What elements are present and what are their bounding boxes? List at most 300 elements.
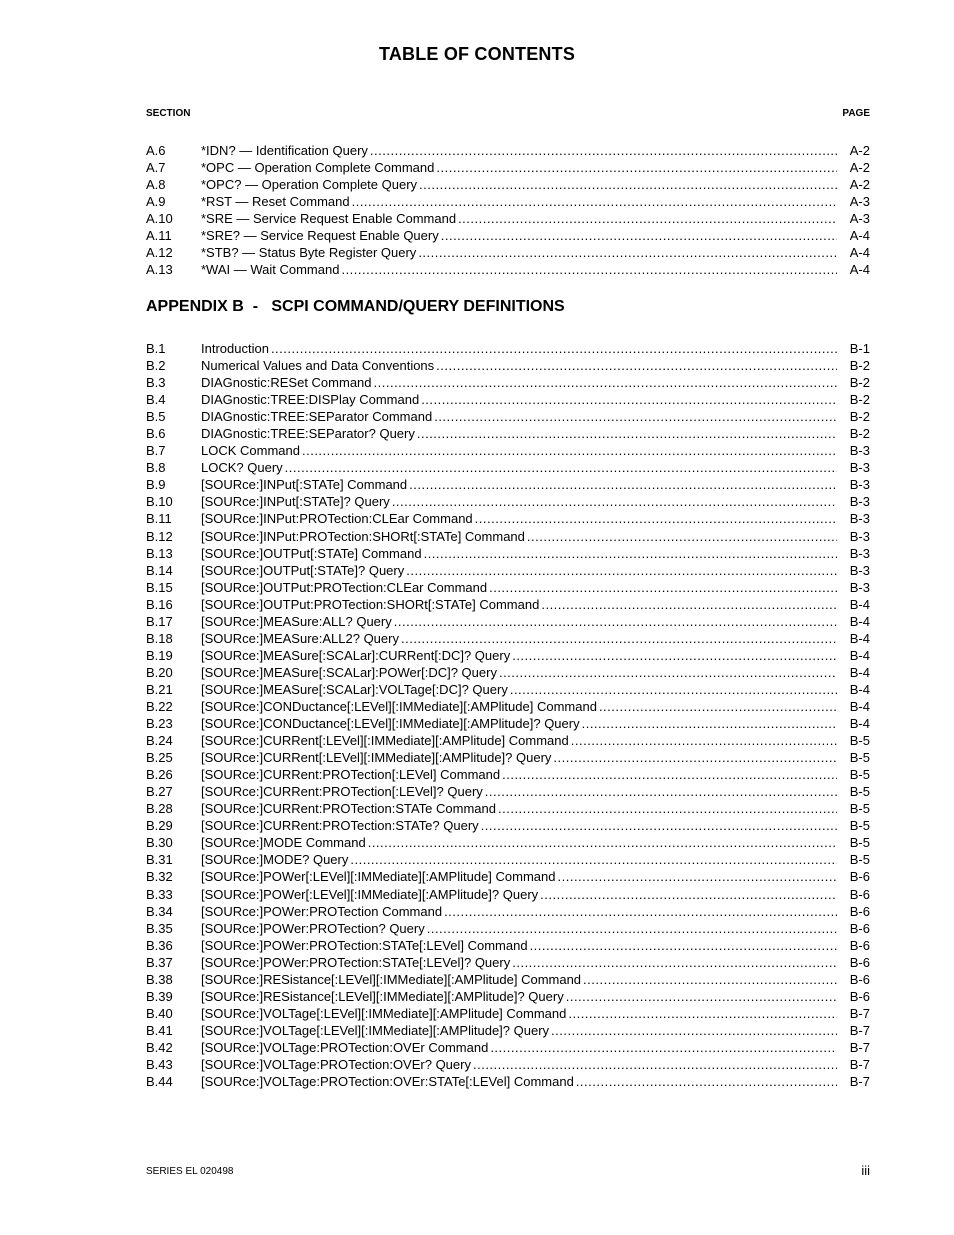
toc-entry-title-with-leader [201,579,837,596]
toc-entry-number: B.23 [146,716,173,732]
toc-entry[interactable] [146,1022,870,1039]
toc-entry-page: B-7 [849,1039,870,1055]
toc-entry-page: B-4 [849,716,870,732]
toc-entry-title-with-leader [201,193,837,210]
toc-entry-title-with-leader [201,176,837,193]
toc-entry[interactable] [146,493,870,510]
dot-leader [568,1005,837,1022]
toc-entry-title-with-leader [201,630,837,647]
toc-entry[interactable] [146,851,870,868]
toc-entry-title: [SOURce:]VOLTage[:LEVel][:IMMediate][:AMPlitude]? Query [201,1022,550,1038]
toc-entry-page: B-6 [849,954,870,970]
toc-entry[interactable] [146,886,870,903]
toc-entry-title-with-leader [201,647,837,664]
toc-entry-number: B.42 [146,1039,173,1055]
toc-entry-page: A-4 [849,228,870,244]
dot-leader [553,749,837,766]
dot-leader [490,1039,837,1056]
toc-entry-title-with-leader [201,357,837,374]
dot-leader [498,800,837,817]
toc-entry[interactable] [146,193,870,210]
toc-entry-title: LOCK Command [201,443,300,459]
toc-entry-number: B.41 [146,1022,173,1038]
toc-entry-title: [SOURce:]OUTPut[:STATe] Command [201,545,422,561]
toc-entry-title: [SOURce:]VOLTage[:LEVel][:IMMediate][:AMPlitude] Command [201,1005,567,1021]
toc-entry-number: B.36 [146,937,173,953]
dot-leader [582,715,837,732]
dot-leader [427,920,837,937]
toc-entry-number: A.7 [146,160,166,176]
toc-entry[interactable] [146,442,870,459]
toc-entry-title: [SOURce:]INPut[:STATe] Command [201,477,408,493]
toc-entry-page: B-5 [849,852,870,868]
toc-entry-number: B.40 [146,1005,173,1021]
toc-entry-title: DIAGnostic:TREE:SEParator? Query [201,426,415,442]
toc-entry-number: B.43 [146,1056,173,1072]
toc-entry-title: *OPC? — Operation Complete Query [201,177,418,193]
toc-entry-number: B.2 [146,358,166,374]
toc-entry[interactable] [146,596,870,613]
toc-entry-title-with-leader [201,937,837,954]
toc-entry[interactable] [146,647,870,664]
toc-entry-page: B-5 [849,835,870,851]
toc-entry-title: [SOURce:]RESistance[:LEVel][:IMMediate][:AMPlitude] Command [201,971,582,987]
toc-entry-title: [SOURce:]POWer:PROTection? Query [201,920,425,936]
toc-entry[interactable] [146,340,870,357]
toc-entry[interactable] [146,562,870,579]
toc-entry-number: B.4 [146,392,166,408]
dot-leader [551,1022,837,1039]
toc-entry-page: B-2 [849,358,870,374]
toc-entry-number: B.10 [146,494,173,510]
toc-entry-title-with-leader [201,510,837,527]
toc-entry-title-with-leader [201,817,837,834]
toc-entry-title: [SOURce:]MODE? Query [201,852,349,868]
toc-entry-title: [SOURce:]POWer:PROTection Command [201,903,443,919]
toc-entry-page: B-6 [849,971,870,987]
toc-entry[interactable] [146,766,870,783]
toc-entry-number: A.11 [146,228,172,244]
dot-leader [417,425,837,442]
toc-entry-number: B.26 [146,767,173,783]
toc-entry[interactable] [146,391,870,408]
toc-entry-title: DIAGnostic:TREE:SEParator Command [201,409,433,425]
toc-entry-title-with-leader [201,442,837,459]
dot-leader [512,647,837,664]
toc-entry-title-with-leader [201,766,837,783]
toc-entry-number: B.1 [146,341,166,356]
toc-entry-title: [SOURce:]MODE Command [201,835,366,851]
dot-leader [368,834,837,851]
toc-entry-number: B.24 [146,733,173,749]
toc-entry-title-with-leader [201,261,837,278]
toc-entry-number: B.17 [146,613,173,629]
dot-leader [571,732,837,749]
toc-entry-page: A-2 [849,160,870,176]
toc-entry-title: *OPC — Operation Complete Command [201,160,435,176]
toc-entry-title: DIAGnostic:TREE:DISPlay Command [201,392,420,408]
toc-entry-title: *SRE? — Service Request Enable Query [201,228,439,244]
dot-leader [374,374,837,391]
toc-entry[interactable] [146,459,870,476]
section-column-header: SECTION [146,108,191,119]
toc-entry-page: B-3 [849,545,870,561]
toc-entry-title: [SOURce:]INPut:PROTection:SHORt[:STATe] Command [201,528,525,544]
toc-entry-page: B-4 [849,647,870,663]
toc-entry-title-with-leader [201,1022,837,1039]
toc-entry[interactable] [146,971,870,988]
toc-entry-title-with-leader [201,971,837,988]
toc-entry-title-with-leader [201,493,837,510]
toc-entry[interactable] [146,937,870,954]
toc-entry-page: B-5 [849,784,870,800]
toc-entry[interactable] [146,988,870,1005]
dot-leader [350,851,837,868]
toc-entry-number: A.13 [146,262,173,278]
toc-entry[interactable] [146,159,870,176]
dot-leader [271,340,837,357]
toc-entry-title: [SOURce:]INPut:PROTection:CLEar Command [201,511,473,527]
toc-entry-number: B.19 [146,647,173,663]
toc-entry-page: B-5 [849,801,870,817]
toc-entry-title-with-leader [201,159,837,176]
toc-entry-title-with-leader [201,562,837,579]
toc-entry-title-with-leader [201,954,837,971]
toc-entry-title: [SOURce:]POWer:PROTection:STATe[:LEVel]? Query [201,954,511,970]
dot-leader [527,528,837,545]
toc-entry-title: [SOURce:]CONDuctance[:LEVel][:IMMediate][:AMPlitude] Command [201,698,597,714]
toc-entry-page: B-4 [849,681,870,697]
toc-entry-number: B.3 [146,375,166,391]
toc-entry-title-with-leader [201,1039,837,1056]
toc-entry-number: A.8 [146,177,166,193]
toc-entry-number: B.37 [146,954,173,970]
toc-entry-title: [SOURce:]POWer:PROTection:STATe[:LEVel] Command [201,937,528,953]
toc-entry-title: [SOURce:]CONDuctance[:LEVel][:IMMediate][:AMPlitude]? Query [201,716,580,732]
toc-entry-title-with-leader [201,1073,837,1090]
toc-entry-title-with-leader [201,545,837,562]
toc-entry-title: *SRE — Service Request Enable Command [201,211,457,227]
dot-leader [485,783,837,800]
toc-entry-title-with-leader [201,800,837,817]
toc-entry-title: [SOURce:]INPut[:STATe]? Query [201,494,390,510]
toc-entry-page: B-3 [849,562,870,578]
toc-entry-page: B-1 [849,341,870,356]
toc-entry-title-with-leader [201,988,837,1005]
toc-entry-title: [SOURce:]OUTPut:PROTection:CLEar Command [201,579,488,595]
toc-entry[interactable] [146,476,870,493]
dot-leader [418,244,837,261]
toc-entry-number: B.8 [146,460,166,476]
toc-entry-number: B.27 [146,784,173,800]
toc-entry[interactable] [146,698,870,715]
toc-entry-number: B.39 [146,988,173,1004]
page-title: TABLE OF CONTENTS [378,44,576,64]
toc-entry-title-with-leader [201,868,837,885]
toc-entry-title-with-leader [201,732,837,749]
dot-leader [421,391,837,408]
toc-entry-number: B.22 [146,698,173,714]
toc-entry-title-with-leader [201,920,837,937]
toc-entry-page: B-4 [849,613,870,629]
dot-leader [458,210,837,227]
toc-entry[interactable] [146,1073,870,1090]
dot-leader [566,988,837,1005]
toc-entry[interactable] [146,613,870,630]
toc-entry[interactable] [146,374,870,391]
toc-entry-title-with-leader [201,244,837,261]
toc-entry-title-with-leader [201,408,837,425]
toc-entry[interactable] [146,732,870,749]
toc-entry[interactable] [146,425,870,442]
toc-entry-title-with-leader [201,698,837,715]
toc-entry-page: A-4 [849,245,870,261]
toc-entry-title: [SOURce:]POWer[:LEVel][:IMMediate][:AMPlitude]? Query [201,886,539,902]
toc-entry-number: A.6 [146,143,166,158]
dot-leader [401,630,837,647]
appendix-a-entry-list [146,142,870,278]
toc-entry-page: B-6 [849,886,870,902]
toc-entry-page: B-2 [849,409,870,425]
toc-entry-page: B-5 [849,750,870,766]
toc-entry-title-with-leader [201,528,837,545]
dot-leader [599,698,837,715]
dot-leader [352,193,837,210]
toc-entry-page: B-6 [849,869,870,885]
toc-entry[interactable] [146,920,870,937]
footer-page-number: iii [861,1163,870,1178]
toc-entry-page: B-7 [849,1005,870,1021]
toc-entry-title: *STB? — Status Byte Register Query [201,245,417,261]
toc-entry-number: B.30 [146,835,173,851]
toc-entry-title: [SOURce:]MEASure:ALL2? Query [201,630,399,646]
toc-entry-number: A.12 [146,245,173,261]
dot-leader [510,681,837,698]
toc-entry-title: Numerical Values and Data Conventions [201,358,435,374]
dot-leader [475,510,837,527]
toc-entry[interactable] [146,261,870,278]
toc-entry-page: B-7 [849,1074,870,1090]
toc-entry[interactable] [146,1056,870,1073]
toc-entry-title: *WAI — Wait Command [201,262,340,278]
toc-entry-title: [SOURce:]VOLTage:PROTection:OVEr? Query [201,1056,471,1072]
toc-entry[interactable] [146,528,870,545]
toc-entry-page: B-6 [849,903,870,919]
dot-leader [424,545,837,562]
toc-entry[interactable] [146,903,870,920]
toc-entry[interactable] [146,664,870,681]
toc-entry-title-with-leader [201,425,837,442]
dot-leader [419,176,837,193]
toc-entry-title: [SOURce:]CURRent:PROTection[:LEVel] Command [201,767,501,783]
dot-leader [540,886,837,903]
toc-entry-page: A-2 [849,143,870,158]
toc-entry[interactable] [146,142,870,159]
toc-entry-title: DIAGnostic:RESet Command [201,375,372,391]
toc-entry-title: [SOURce:]MEASure[:SCALar]:VOLTage[:DC]? Query [201,681,508,697]
toc-entry-number: B.44 [146,1074,173,1090]
toc-entry-title: [SOURce:]CURRent:PROTection[:LEVel]? Query [201,784,483,800]
toc-entry[interactable] [146,834,870,851]
dot-leader [392,493,837,510]
toc-entry[interactable] [146,579,870,596]
toc-entry-number: B.6 [146,426,166,442]
dot-leader [285,459,837,476]
toc-entry-number: B.5 [146,409,166,425]
toc-entry-number: B.32 [146,869,173,885]
toc-entry-number: B.29 [146,818,173,834]
dot-leader [441,227,837,244]
toc-entry-title-with-leader [201,374,837,391]
toc-entry-title: *IDN? — Identification Query [201,143,368,158]
dot-leader [341,261,837,278]
toc-entry-title-with-leader [201,391,837,408]
dot-leader [302,442,837,459]
toc-entry-page: B-5 [849,767,870,783]
dot-leader [541,596,837,613]
toc-entry[interactable] [146,1005,870,1022]
toc-entry-title-with-leader [201,340,837,357]
toc-entry-number: B.15 [146,579,173,595]
toc-entry[interactable] [146,749,870,766]
dot-leader [512,954,837,971]
toc-entry-title: [SOURce:]MEASure:ALL? Query [201,613,392,629]
toc-entry-page: A-4 [849,262,870,278]
toc-entry-title: [SOURce:]POWer[:LEVel][:IMMediate][:AMPlitude] Command [201,869,556,885]
toc-entry-page: B-7 [849,1022,870,1038]
page-column-header: PAGE [842,108,870,119]
toc-entry-page: B-2 [849,392,870,408]
toc-entry-title-with-leader [201,1056,837,1073]
toc-entry-page: B-3 [849,443,870,459]
toc-entry-title-with-leader [201,886,837,903]
dot-leader [436,357,837,374]
toc-entry-title: [SOURce:]MEASure[:SCALar]:POWer[:DC]? Query [201,664,497,680]
toc-entry-page: B-4 [849,596,870,612]
toc-entry[interactable] [146,1039,870,1056]
toc-entry[interactable] [146,210,870,227]
toc-entry-page: B-4 [849,698,870,714]
toc-entry-title-with-leader [201,1005,837,1022]
toc-entry[interactable] [146,868,870,885]
toc-entry[interactable] [146,357,870,374]
toc-entry-title: LOCK? Query [201,460,283,476]
toc-entry-page: B-3 [849,511,870,527]
toc-entry-page: B-3 [849,477,870,493]
toc-entry[interactable] [146,244,870,261]
footer-series-label: SERIES EL 020498 [146,1166,234,1177]
toc-entry-title: [SOURce:]VOLTage:PROTection:OVEr Command [201,1039,489,1055]
dot-leader [481,817,837,834]
toc-entry-title: [SOURce:]CURRent:PROTection:STATe Command [201,801,496,817]
toc-entry-page: A-3 [849,194,870,210]
dot-leader [370,142,837,159]
dot-leader [444,903,837,920]
toc-entry-page: B-6 [849,988,870,1004]
toc-entry-number: B.20 [146,664,173,680]
toc-entry-title-with-leader [201,613,837,630]
toc-entry-page: B-5 [849,818,870,834]
toc-entry-title: [SOURce:]CURRent[:LEVel][:IMMediate][:AMPlitude]? Query [201,750,552,766]
dot-leader [434,408,837,425]
toc-entry-number: B.12 [146,528,173,544]
toc-entry-title: *RST — Reset Command [201,194,350,210]
toc-entry-title: [SOURce:]OUTPut:PROTection:SHORt[:STATe] Command [201,596,540,612]
toc-entry-page: A-3 [849,211,870,227]
toc-entry[interactable] [146,783,870,800]
toc-entry-title-with-leader [201,851,837,868]
dot-leader [576,1073,837,1090]
dot-leader [409,476,837,493]
dot-leader [583,971,837,988]
toc-entry-number: B.14 [146,562,173,578]
toc-entry-title: [SOURce:]CURRent:PROTection:STATe? Query [201,818,479,834]
toc-entry[interactable] [146,227,870,244]
toc-entry-page: B-6 [849,937,870,953]
toc-entry[interactable] [146,681,870,698]
toc-entry-title: [SOURce:]OUTPut[:STATe]? Query [201,562,405,578]
toc-entry[interactable] [146,510,870,527]
dot-leader [530,937,837,954]
toc-entry[interactable] [146,954,870,971]
toc-entry-page: B-3 [849,579,870,595]
dot-leader [406,562,837,579]
toc-entry-title: [SOURce:]CURRent[:LEVel][:IMMediate][:AMPlitude] Command [201,733,569,749]
dot-leader [394,613,837,630]
toc-entry-title-with-leader [201,715,837,732]
toc-entry-number: B.9 [146,477,166,493]
toc-entry[interactable] [146,176,870,193]
toc-entry[interactable] [146,630,870,647]
toc-entry[interactable] [146,408,870,425]
toc-entry-page: B-4 [849,630,870,646]
toc-entry-page: B-7 [849,1056,870,1072]
toc-entry-number: B.7 [146,443,166,459]
toc-entry-title: [SOURce:]MEASure[:SCALar]:CURRent[:DC]? Query [201,647,511,663]
toc-entry[interactable] [146,817,870,834]
toc-entry-page: B-2 [849,426,870,442]
toc-entry-page: B-3 [849,494,870,510]
toc-entry-number: B.25 [146,750,173,766]
toc-entry-title-with-leader [201,783,837,800]
toc-entry-number: B.18 [146,630,173,646]
toc-entry-number: B.11 [146,511,172,527]
toc-entry-page: B-5 [849,733,870,749]
toc-entry-number: B.21 [146,681,173,697]
toc-entry[interactable] [146,800,870,817]
toc-entry-title: Introduction [201,341,269,356]
toc-entry-number: B.34 [146,903,173,919]
toc-entry[interactable] [146,545,870,562]
dot-leader [558,868,838,885]
toc-entry[interactable] [146,715,870,732]
toc-entry-page: B-4 [849,664,870,680]
toc-entry-title-with-leader [201,227,837,244]
toc-entry-number: B.13 [146,545,173,561]
toc-entry-title-with-leader [201,596,837,613]
dot-leader [502,766,837,783]
toc-entry-page: B-2 [849,375,870,391]
toc-entry-title-with-leader [201,749,837,766]
toc-entry-title: [SOURce:]VOLTage:PROTection:OVEr:STATe[:LEVel] Command [201,1074,574,1090]
toc-entry-title-with-leader [201,142,837,159]
toc-entry-number: A.10 [146,211,173,227]
toc-entry-title-with-leader [201,459,837,476]
dot-leader [499,664,837,681]
appendix-b-entry-list [146,340,870,1090]
toc-entry-number: B.35 [146,920,173,936]
toc-entry-number: B.28 [146,801,173,817]
